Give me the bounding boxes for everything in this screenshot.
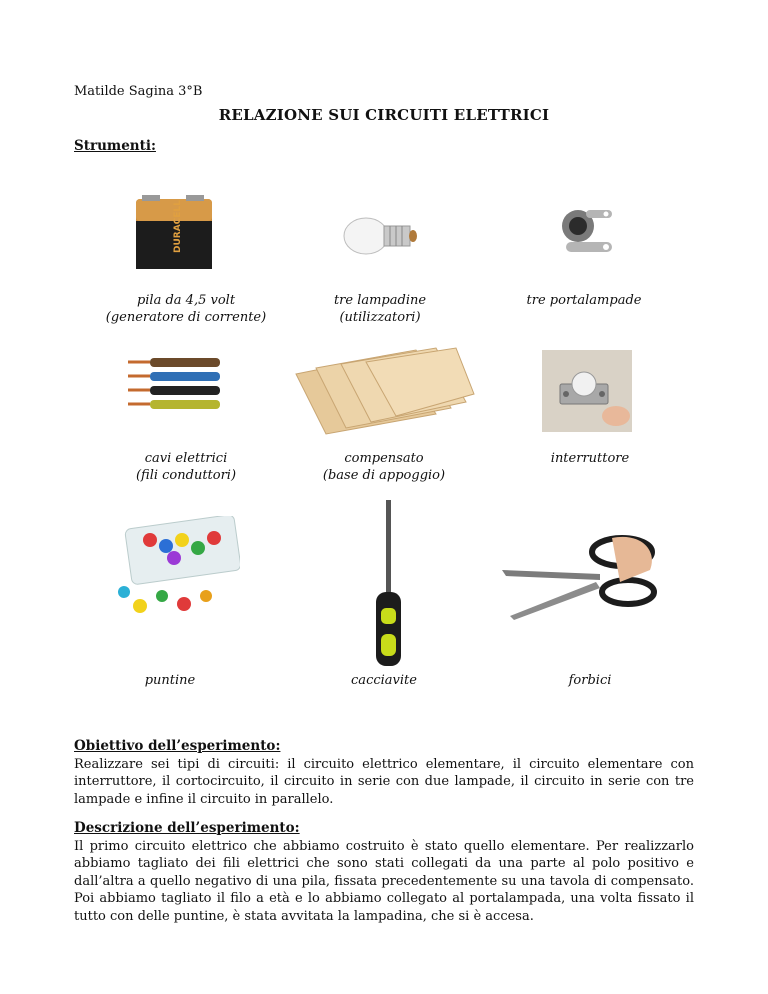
tool-label-scissors — [490, 672, 690, 689]
tool-label-pushpins — [70, 672, 270, 689]
wires-icon — [124, 352, 220, 422]
tool-name: puntine — [144, 673, 196, 688]
pushpins-icon — [110, 516, 240, 620]
tool-name: tre portalampade — [526, 293, 642, 308]
descrizione-heading: Descrizione dell’esperimento: — [74, 820, 300, 836]
tool-label-battery — [86, 292, 286, 326]
obiettivo-text: Realizzare sei tipi di circuiti: il circuito elettrico elementare, il circuito elementare con interruttore, il cortocircuito, il circuito in serie con due lampade, il circuito in serie con tre lampade e infine il circuito in parallelo. — [74, 756, 694, 807]
tool-name: cacciavite — [351, 673, 417, 688]
tool-name: compensato — [344, 451, 424, 466]
tool-label-plywood — [284, 450, 484, 484]
tool-label-bulbs — [280, 292, 480, 326]
tool-role: (generatore di corrente) — [105, 310, 267, 325]
screwdriver-icon — [364, 500, 414, 668]
tool-name: pila da 4,5 volt — [136, 293, 236, 308]
plywood-icon — [286, 344, 476, 436]
battery-brand-text: DURACELL — [173, 200, 183, 253]
tool-role: (base di appoggio) — [322, 468, 446, 483]
tool-name: interruttore — [550, 451, 630, 466]
tool-label-wires — [86, 450, 286, 484]
section-obiettivo — [74, 738, 694, 808]
scissors-icon — [500, 530, 660, 622]
tool-role: (utilizzatori) — [339, 310, 421, 325]
tool-role: (fili conduttori) — [135, 468, 237, 483]
tool-label-lampholders — [484, 292, 684, 309]
page-title: RELAZIONE SUI CIRCUITI ELETTRICI — [218, 106, 550, 124]
tool-label-switch — [490, 450, 690, 467]
section-descrizione — [74, 820, 694, 925]
obiettivo-heading: Obiettivo dell’esperimento: — [74, 738, 281, 754]
tool-label-screwdriver — [284, 672, 484, 689]
bulb-icon — [340, 208, 420, 266]
strumenti-heading: Strumenti: — [74, 138, 156, 154]
tool-name: forbici — [568, 673, 612, 688]
battery-icon — [134, 195, 214, 271]
switch-icon — [542, 350, 632, 432]
lampholder-icon — [556, 202, 616, 268]
author-line: Matilde Sagina 3°B — [74, 84, 203, 99]
tool-name: tre lampadine — [333, 293, 427, 308]
descrizione-text: Il primo circuito elettrico che abbiamo costruito è stato quello elementare. Per realizzarlo abbiamo tagliato dei fili elettrici che sono stati collegati da una parte al polo positivo e dall’altra a quello negativo di una pila, fissata precedentemente su una tavola di compensato. Poi abbiamo tagliato il filo a età e lo abbiamo collegato al portalampada, una volta fissato il tutto con delle puntine, è stata avvitata la lampadina, che si è accesa. — [74, 838, 694, 924]
tool-name: cavi elettrici — [144, 451, 228, 466]
